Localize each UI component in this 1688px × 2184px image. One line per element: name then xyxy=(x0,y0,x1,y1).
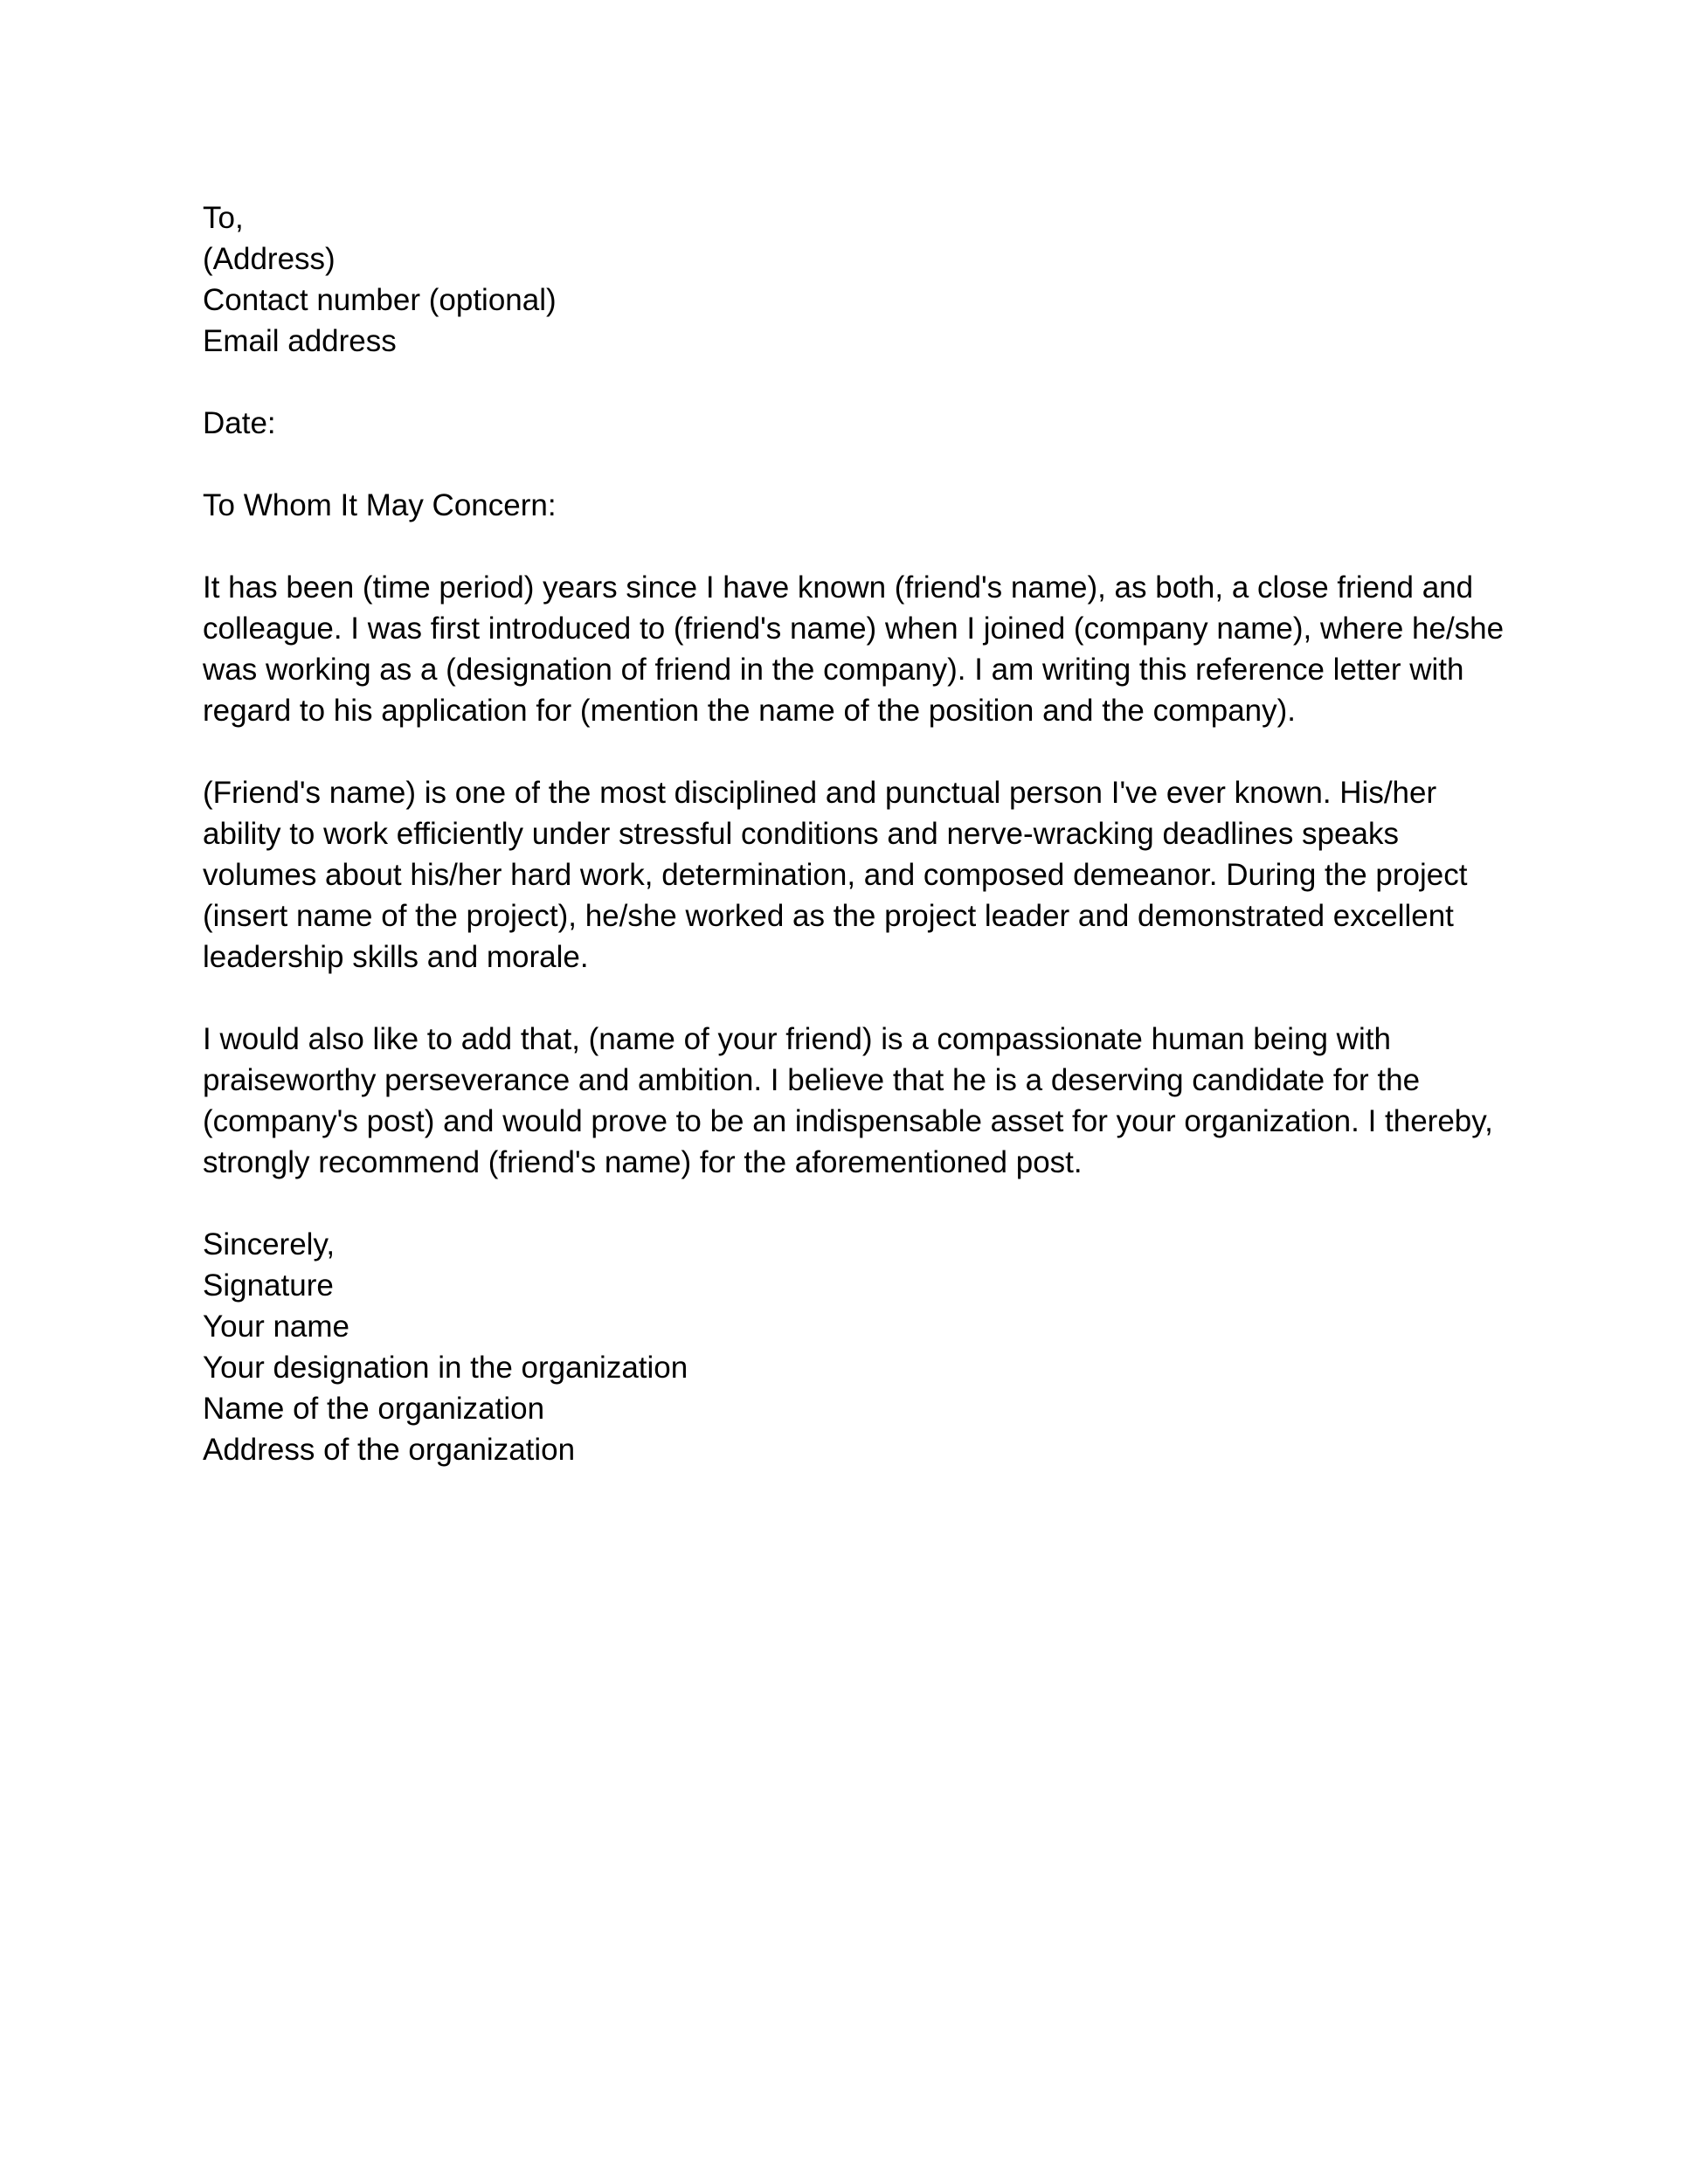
body-line: (Friend's name) is one of the most disciplined and punctual person I've ever known. His/her xyxy=(203,776,1437,810)
letter-body xyxy=(203,197,1566,1470)
body-line: leadership skills and morale. xyxy=(203,940,589,974)
closing-line: Your designation in the organization xyxy=(203,1351,688,1385)
body-line: It has been (time period) years since I have known (friend's name), as both, a close friend and xyxy=(203,570,1474,605)
body-line: strongly recommend (friend's name) for the aforementioned post. xyxy=(203,1145,1083,1179)
body-line: was working as a (designation of friend in the company). I am writing this reference letter with xyxy=(203,653,1464,687)
date-label: Date: xyxy=(203,406,276,440)
body-line: colleague. I was first introduced to (friend's name) when I joined (company name), where he/she xyxy=(203,612,1505,646)
body-line: I would also like to add that, (name of your friend) is a compassionate human being with xyxy=(203,1022,1391,1056)
closing-line: Signature xyxy=(203,1268,334,1303)
recipient-block xyxy=(203,197,1566,362)
recipient-line: To, xyxy=(203,201,244,235)
body-line: ability to work efficiently under stressful conditions and nerve-wracking deadlines speaks xyxy=(203,817,1399,851)
closing-line: Name of the organization xyxy=(203,1392,545,1426)
closing-line: Sincerely, xyxy=(203,1227,336,1261)
paragraph-3 xyxy=(203,1019,1566,1183)
body-line: volumes about his/her hard work, determination, and composed demeanor. During the project xyxy=(203,858,1468,892)
recipient-line: Contact number (optional) xyxy=(203,283,557,317)
body-line: regard to his application for (mention the name of the position and the company). xyxy=(203,694,1297,728)
recipient-line: Email address xyxy=(203,324,397,358)
salutation: To Whom It May Concern: xyxy=(203,488,557,522)
body-line: praiseworthy perseverance and ambition. I believe that he is a deserving candidate for the xyxy=(203,1063,1421,1097)
closing-line: Your name xyxy=(203,1310,349,1344)
paragraph-2 xyxy=(203,772,1566,978)
salutation-block xyxy=(203,485,1566,526)
closing-line: Address of the organization xyxy=(203,1433,576,1467)
recipient-line: (Address) xyxy=(203,242,336,276)
paragraph-1 xyxy=(203,567,1566,731)
date-block xyxy=(203,403,1566,444)
body-line: (insert name of the project), he/she worked as the project leader and demonstrated excellent xyxy=(203,899,1454,933)
body-line: (company's post) and would prove to be an indispensable asset for your organization. I thereby, xyxy=(203,1104,1493,1138)
closing-block xyxy=(203,1224,1566,1470)
